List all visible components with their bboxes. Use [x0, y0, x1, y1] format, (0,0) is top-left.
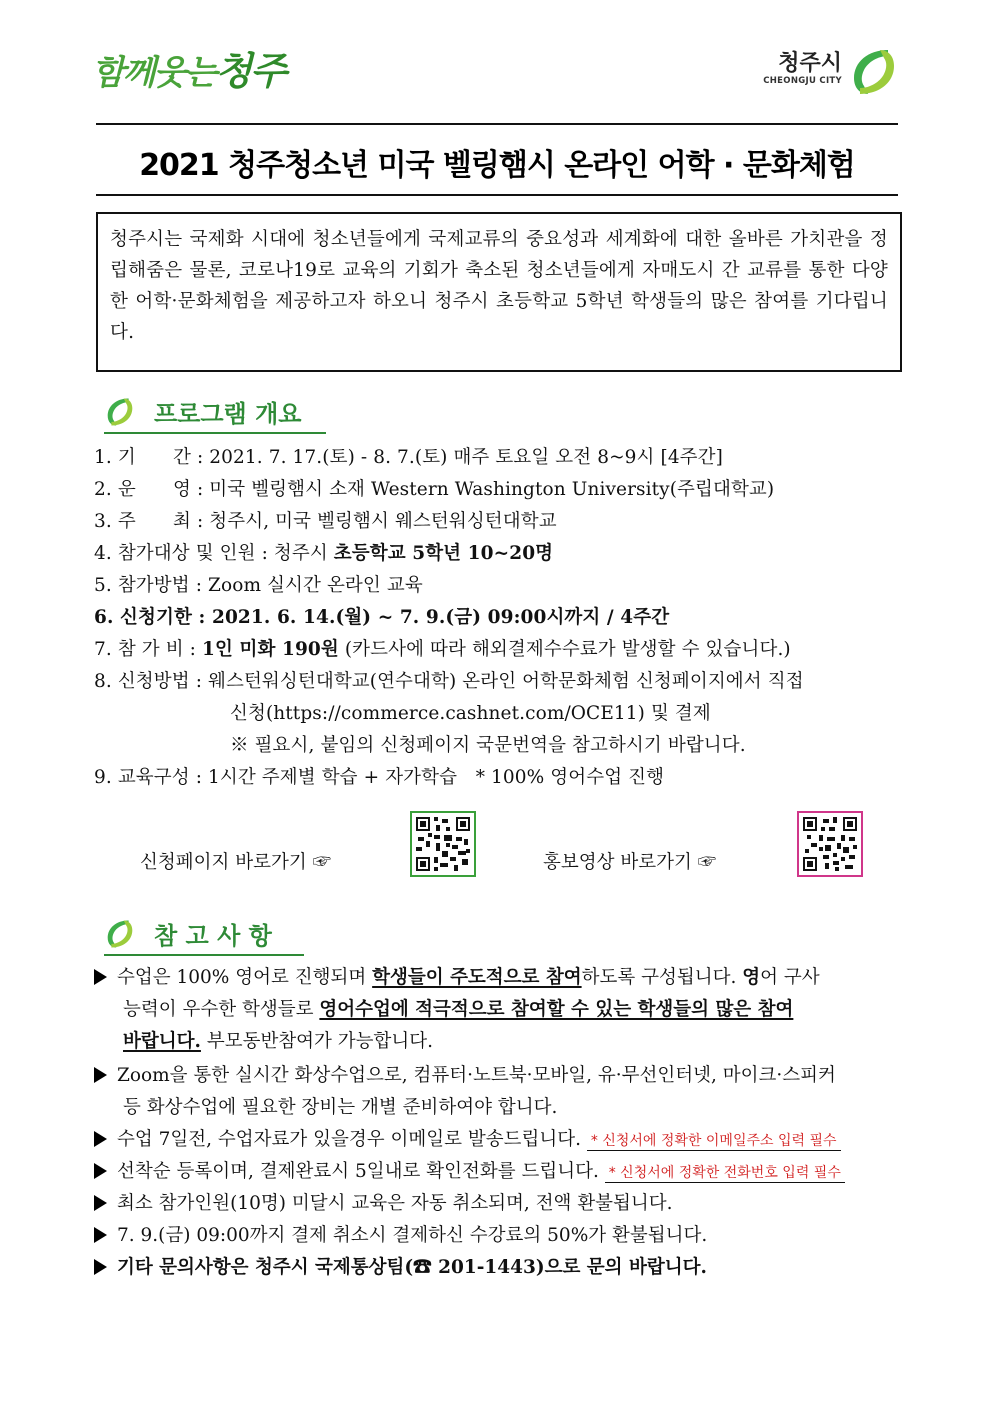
item-text: 웨스턴워싱턴대학교(연수대학) 온라인 어학문화체험 신청페이지에서 직접: [208, 671, 804, 692]
item-label: 4. 참가대상 및 인원 :: [94, 543, 268, 564]
note-6: [94, 1224, 904, 1248]
program-item-1: [94, 446, 904, 470]
arrow-icon: [94, 1067, 107, 1083]
city-logo-name: 청주시: [778, 51, 842, 76]
item-text: 미국 벨링햄시 소재 Western Washington University(주립대학교): [209, 479, 775, 500]
note-2: [94, 1064, 904, 1088]
item-text: 청주시: [273, 543, 328, 564]
item-text: 2021. 7. 17.(토) - 8. 7.(토) 매주 토요일 오전 8~9시 [4주간]: [209, 447, 723, 468]
item-label: 2. 운 영 :: [94, 479, 204, 500]
section-program-title: 프로그램 개요: [154, 400, 302, 428]
section-underline: [104, 954, 304, 956]
item-text-bold: 초등학교 5학년 10~20명: [333, 543, 554, 564]
note-text: 최소 참가인원(10명) 미달시 교육은 자동 취소되며, 전액 환불됩니다.: [117, 1193, 673, 1214]
qr-video-code[interactable]: [797, 811, 863, 877]
program-item-3: [94, 510, 904, 534]
intro-box: 청주시는 국제화 시대에 청소년들에게 국제교류의 중요성과 세계화에 대한 올바른 가치관을 정립해줌은 물론, 코로나19로 교육의 기회가 축소된 청소년들에게 자매도시 간 교류를 통한 다양한 어학·문화체험을 제공하고자 하오니 청주시 초등학교 5학년 학생들의 많은 참여를 기다립니다.: [96, 212, 902, 372]
section-notes-heading: [104, 914, 324, 958]
title-top-rule: [96, 123, 898, 125]
page-title: 2021 청주청소년 미국 벨링햄시 온라인 어학 · 문화체험: [139, 148, 855, 183]
leaf-icon: [848, 46, 900, 98]
title-bottom-rule: [96, 194, 898, 196]
program-item-8-line2: [230, 702, 890, 726]
note-text: 수업은 100% 영어로 진행되며: [117, 967, 367, 988]
arrow-icon: [94, 1227, 107, 1243]
note-1-line3: [123, 1030, 933, 1054]
qr-apply-label: 신청페이지 바로가기 ☞: [140, 852, 332, 873]
item-text: (카드사에 따라 해외결제수수료가 발생할 수 있습니다.): [344, 639, 791, 660]
note-text: 7. 9.(금) 09:00까지 결제 취소시 결제하신 수강료의 50%가 환불됩니다.: [117, 1225, 708, 1246]
item-text-bold: 1인 미화 190원: [202, 639, 339, 660]
item-text: 1시간 주제별 학습 + 자가학습 * 100% 영어수업 진행: [208, 767, 665, 788]
arrow-icon: [94, 1259, 107, 1275]
slogan-logo: [92, 40, 285, 95]
note-text: 기타 문의사항은 청주시 국제통상팀(☎ 201-1443)으로 문의 바랍니다.: [117, 1257, 707, 1278]
item-text: ※ 필요시, 붙임의 신청페이지 국문번역을 참고하시기 바랍니다.: [230, 735, 746, 756]
program-item-8-line3: [230, 734, 890, 758]
note-text: 하도록 구성됩니다.: [581, 967, 737, 988]
note-text: 부모동반참여가 가능합니다.: [206, 1031, 434, 1052]
program-item-4: [94, 542, 904, 566]
note-3: [94, 1128, 904, 1153]
program-item-7: [94, 638, 904, 662]
note-1-line2: [123, 998, 933, 1022]
note-2-line2: [123, 1096, 933, 1120]
item-label: 9. 교육구성 :: [94, 767, 203, 788]
note-emphasis: 바랍니다.: [123, 1031, 201, 1052]
item-text: 신청(https://commerce.cashnet.com/OCE11) 및 결제: [230, 703, 711, 724]
item-label: 8. 신청방법 :: [94, 671, 203, 692]
qr-code-icon: [414, 815, 472, 873]
note-4: [94, 1160, 904, 1185]
arrow-icon: [94, 1131, 107, 1147]
leaf-icon: [104, 396, 136, 428]
item-label: 3. 주 최 :: [94, 511, 204, 532]
note-text: 수업 7일전, 수업자료가 있을경우 이메일로 발송드립니다.: [117, 1129, 581, 1150]
qr-apply-code[interactable]: [410, 811, 476, 877]
program-item-5: [94, 574, 904, 598]
note-red-warning: * 신청서에 정확한 전화번호 입력 필수: [605, 1165, 845, 1183]
note-1: [94, 966, 904, 990]
arrow-icon: [94, 1195, 107, 1211]
slogan-city-text: 청주: [215, 48, 285, 93]
note-text: 등 화상수업에 필요한 장비는 개별 준비하여야 합니다.: [123, 1097, 558, 1118]
section-notes-title: 참 고 사 항: [154, 922, 272, 950]
note-emphasis: 영: [742, 967, 761, 988]
note-text: Zoom을 통한 실시간 화상수업으로, 컴퓨터·노트북·모바일, 유·무선인터넷, 마이크·스피커: [117, 1065, 836, 1086]
note-emphasis: 영어수업에 적극적으로 참여할 수 있는 학생들의 많은 참여: [319, 999, 794, 1020]
section-program-heading: [104, 392, 324, 436]
program-item-2: [94, 478, 904, 502]
qr-code-icon: [801, 815, 859, 873]
item-label: 7. 참 가 비 :: [94, 639, 197, 660]
note-red-warning: * 신청서에 정확한 이메일주소 입력 필수: [587, 1133, 841, 1151]
note-text: 선착순 등록이며, 결제완료시 5일내로 확인전화를 드립니다.: [117, 1161, 599, 1182]
item-label: 6. 신청기한 :: [94, 607, 206, 628]
leaf-icon: [104, 918, 136, 950]
arrow-icon: [94, 1163, 107, 1179]
arrow-icon: [94, 969, 107, 985]
item-label: 5. 참가방법 :: [94, 575, 203, 596]
item-text: 2021. 6. 14.(월) ~ 7. 9.(금) 09:00시까지 / 4주간: [211, 607, 670, 628]
item-label: 1. 기 간 :: [94, 447, 204, 468]
section-underline: [104, 432, 326, 434]
program-item-6: [94, 606, 904, 630]
city-logo-sub: CHEONGJU CITY: [763, 76, 842, 86]
item-text: 청주시, 미국 벨링햄시 웨스턴워싱턴대학교: [209, 511, 557, 532]
slogan-text: 함께웃는: [92, 53, 216, 93]
note-emphasis: 학생들이 주도적으로 참여: [372, 967, 582, 988]
note-text: 어 구사: [760, 967, 820, 988]
program-item-9: [94, 766, 904, 790]
qr-video-label: 홍보영상 바로가기 ☞: [543, 852, 717, 873]
note-5: [94, 1192, 904, 1216]
note-7: [94, 1256, 904, 1280]
city-logo: [700, 46, 900, 98]
item-text: Zoom 실시간 온라인 교육: [208, 575, 423, 596]
program-item-8: [94, 670, 904, 694]
note-text: 능력이 우수한 학생들로: [123, 999, 314, 1020]
